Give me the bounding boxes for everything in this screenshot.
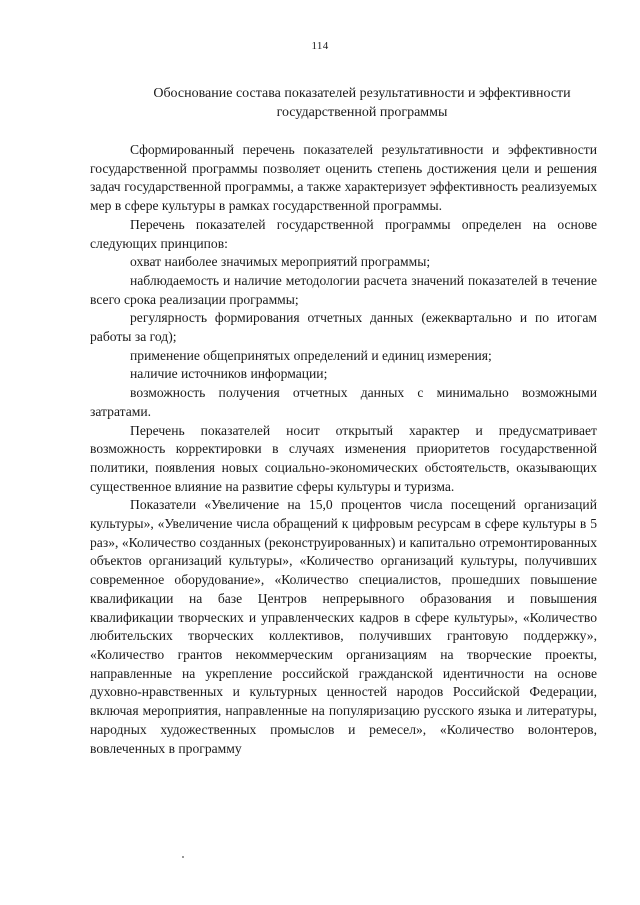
section-title: Обоснование состава показателей результативности и эффективности государственной программы [153,86,571,120]
page-number: 114 [311,40,329,52]
body-text [90,141,597,758]
paragraph-open-character: Перечень показателей носит открытый характер и предусматривает возможность корректировки в случаях изменения приоритетов государственной политики, появления новых социально-экономических обстоятельств, оказывающих существенное влияние на развитие сферы культуры и туризма. [90,422,597,494]
principle-item: регулярность формирования отчетных данных (ежеквартально и по итогам работы за год); [90,310,597,345]
scan-speck [182,856,184,858]
principle-item: возможность получения отчетных данных с минимально возможными затратами. [90,385,597,419]
paragraph-principles-lead: Перечень показателей государственной программы определен на основе следующих принципов: [90,216,597,251]
principle-item: применение общепринятых определений и единиц измерения; [130,347,492,363]
paragraph-indicators: Показатели «Увеличение на 15,0 процентов числа посещений организаций культуры», «Увеличение числа обращений к цифровым ресурсам в сфере культуры в 5 раз», «Количество созданных (реконструированных) и капитально отремонтированных объектов организаций культуры», «Количество организаций культуры, получивших современное оборудование», «Количество специалистов, прошедших повышение квалификации на базе Центров непрерывного образования и повышения квалификации творческих и управленческих кадров в сфере культуры», «Количество любительских творческих коллективов, получивших грантовую поддержку», «Количество грантов некоммерческим организациям на творческие проекты, направленные на укрепление российской гражданской идентичности на основе духовно-нравственных и культурных ценностей народов Российской Федерации, включая мероприятия, направленные на популяризацию русского языка и литературы, народных художественных промыслов и ремесел», «Количество волонтеров, вовлеченных в программу [90,497,597,756]
paragraph-intro: Сформированный перечень показателей результативности и эффективности государственной программы позволяет оценить степень достижения цели и решения задач государственной программы, а также характеризует эффективность реализуемых мер в сфере культуры в рамках государственной программы. [90,142,597,214]
principle-item: наблюдаемость и наличие методологии расчета значений показателей в течение всего срока реализации программы; [90,272,597,307]
principle-item: наличие источников информации; [130,366,328,382]
principle-item: охват наиболее значимых мероприятий программы; [130,254,431,270]
